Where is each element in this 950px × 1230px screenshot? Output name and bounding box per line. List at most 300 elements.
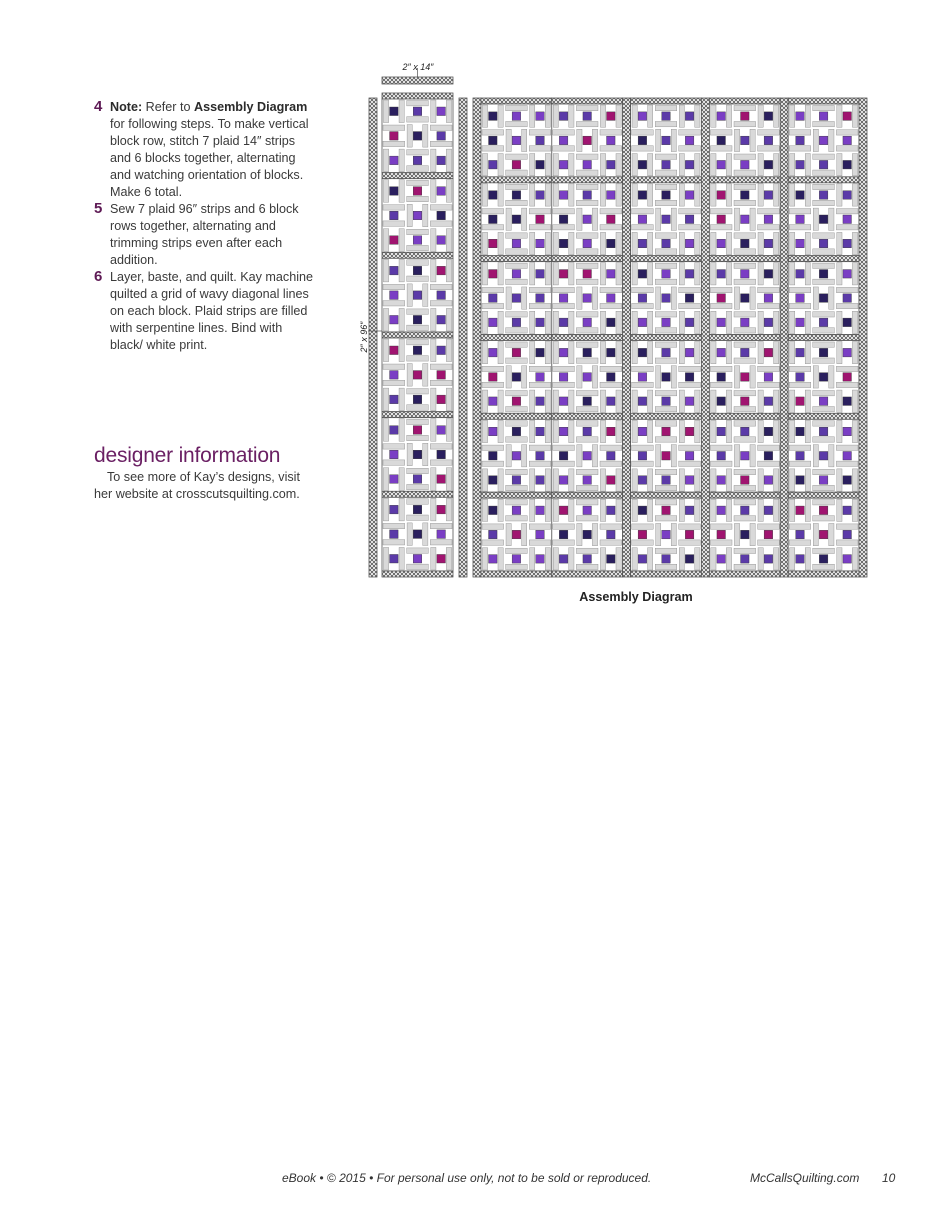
block-center-square [390, 371, 399, 380]
block-sashing [482, 287, 504, 292]
block-center-square [819, 318, 827, 326]
block-center-square [819, 506, 827, 514]
block-sashing [430, 460, 452, 465]
block-sashing [679, 382, 701, 387]
block-sashing [679, 232, 684, 254]
block-center-square [390, 132, 399, 141]
block-center-square [536, 530, 544, 538]
short-plaid-strip [481, 177, 552, 183]
block-center-square [764, 397, 772, 405]
block-sashing [852, 469, 857, 491]
block-center-square [796, 136, 804, 144]
block-sashing [679, 461, 701, 466]
block-center-square [717, 239, 725, 247]
block-center-square [764, 160, 772, 168]
block-center-square [662, 373, 670, 381]
block-center-square [437, 475, 446, 484]
short-plaid-strip [631, 571, 702, 577]
block-sashing [852, 311, 857, 333]
block-sashing [758, 342, 763, 364]
block-sashing [569, 499, 574, 521]
block-center-square [559, 555, 567, 563]
block-sashing [569, 263, 574, 285]
block-sashing [852, 154, 857, 176]
block-center-square [843, 397, 851, 405]
block-sashing [423, 125, 428, 148]
block-sashing [789, 540, 811, 545]
block-sashing [423, 204, 428, 227]
block-sashing [758, 382, 780, 387]
block-sashing [616, 499, 621, 521]
block-sashing [482, 209, 504, 214]
block-sashing [726, 342, 731, 364]
block-center-square [843, 452, 851, 460]
block-sashing [569, 342, 574, 364]
block-center-square [717, 397, 725, 405]
short-plaid-strip [382, 412, 453, 418]
block-center-square [390, 156, 399, 165]
block-sashing [545, 105, 550, 127]
block-sashing [758, 499, 763, 521]
block-center-square [717, 373, 725, 381]
block-sashing [813, 516, 835, 521]
block-sashing [758, 390, 763, 412]
block-sashing [529, 382, 551, 387]
block-sashing [632, 445, 654, 450]
footer-website: McCallsQuilting.com [750, 1171, 860, 1185]
block-center-square [607, 112, 615, 120]
block-center-square [583, 476, 591, 484]
block-center-square [413, 211, 422, 220]
block-sashing [431, 229, 436, 252]
block-center-square [536, 397, 544, 405]
block-sashing [569, 154, 574, 176]
block-center-square [583, 112, 591, 120]
block-center-square [390, 236, 399, 245]
block-center-square [819, 215, 827, 223]
block-center-square [607, 476, 615, 484]
block-sashing [813, 366, 818, 388]
block-sashing [553, 130, 575, 135]
block-sashing [813, 279, 835, 284]
block-sashing [837, 263, 842, 285]
block-sashing [446, 229, 451, 252]
block-sashing [383, 419, 388, 442]
block-center-square [819, 136, 827, 144]
block-sashing [734, 469, 756, 474]
step-5 [94, 201, 316, 269]
block-sashing [431, 259, 436, 282]
block-center-square [796, 318, 804, 326]
block-sashing [632, 154, 637, 176]
block-sashing [648, 311, 653, 333]
block-sashing [383, 540, 405, 545]
block-sashing [852, 232, 857, 254]
block-sashing [569, 232, 574, 254]
block-sashing [655, 170, 677, 175]
block-sashing [522, 208, 527, 230]
block-sashing [655, 548, 677, 553]
block-center-square [638, 215, 646, 223]
block-sashing [758, 232, 763, 254]
block-sashing [383, 141, 405, 146]
block-sashing [506, 516, 528, 521]
block-sashing [774, 184, 779, 206]
block-sashing [711, 469, 716, 491]
block-center-square [607, 191, 615, 199]
block-sashing [734, 263, 756, 268]
block-sashing [655, 233, 677, 238]
long-plaid-strip [701, 98, 709, 577]
block-sashing [446, 100, 451, 123]
block-sashing [407, 229, 429, 234]
block-sashing [790, 420, 795, 442]
block-sashing [829, 523, 834, 545]
block-sashing [399, 419, 404, 442]
block-center-square [583, 160, 591, 168]
long-plaid-strip [859, 98, 867, 577]
block-sashing [577, 366, 582, 388]
block-sashing [600, 209, 622, 214]
block-sashing [726, 263, 731, 285]
block-center-square [489, 160, 497, 168]
block-center-square [662, 239, 670, 247]
block-sashing [423, 284, 428, 307]
block-center-square [559, 318, 567, 326]
block-sashing [805, 469, 810, 491]
block-center-square [741, 270, 749, 278]
block-sashing [679, 130, 701, 135]
short-plaid-strip [631, 492, 702, 498]
block-sashing [498, 105, 503, 127]
block-sashing [710, 225, 732, 230]
block-sashing [577, 523, 582, 545]
block-sashing [789, 524, 811, 529]
block-sashing [430, 284, 452, 289]
block-sashing [545, 311, 550, 333]
block-center-square [638, 136, 646, 144]
block-sashing [813, 358, 835, 363]
block-sashing [482, 342, 487, 364]
block-center-square [583, 348, 591, 356]
block-sashing [710, 209, 732, 214]
block-center-square [843, 476, 851, 484]
block-sashing [506, 342, 528, 347]
block-sashing [758, 540, 780, 545]
block-sashing [813, 523, 818, 545]
block-center-square [819, 270, 827, 278]
block-sashing [407, 548, 429, 553]
block-sashing [407, 100, 429, 105]
block-sashing [407, 515, 429, 520]
block-sashing [852, 548, 857, 570]
block-sashing [805, 311, 810, 333]
short-plaid-strip [788, 571, 859, 577]
block-center-square [512, 270, 520, 278]
block-center-square [741, 191, 749, 199]
block-center-square [559, 112, 567, 120]
block-sashing [852, 105, 857, 127]
block-center-square [741, 239, 749, 247]
block-center-square [559, 506, 567, 514]
block-center-square [607, 555, 615, 563]
block-sashing [600, 524, 622, 529]
block-center-square [685, 160, 693, 168]
block-sashing [506, 105, 528, 110]
block-center-square [764, 270, 772, 278]
block-center-square [843, 191, 851, 199]
block-center-square [638, 160, 646, 168]
block-center-square [741, 530, 749, 538]
block-sashing [482, 303, 504, 308]
step-6 [94, 269, 316, 354]
block-sashing [632, 225, 654, 230]
block-sashing [710, 540, 732, 545]
block-sashing [632, 461, 654, 466]
block-sashing [577, 445, 582, 467]
block-center-square [638, 452, 646, 460]
block-sashing [679, 469, 684, 491]
block-sashing [506, 200, 528, 205]
block-sashing [407, 468, 429, 473]
block-sashing [758, 154, 763, 176]
block-sashing [430, 540, 452, 545]
block-sashing [813, 105, 835, 110]
block-sashing [383, 259, 388, 282]
block-sashing [734, 523, 739, 545]
block-sashing [837, 232, 842, 254]
block-sashing [774, 499, 779, 521]
block-sashing [750, 523, 755, 545]
block-sashing [430, 444, 452, 449]
block-sashing [679, 311, 684, 333]
short-plaid-strip [382, 77, 453, 84]
block-sashing [655, 249, 677, 254]
block-center-square [536, 136, 544, 144]
block-center-square [717, 294, 725, 302]
block-center-square [390, 505, 399, 514]
block-center-square [413, 426, 422, 435]
block-center-square [512, 427, 520, 435]
block-center-square [489, 476, 497, 484]
block-sashing [446, 419, 451, 442]
block-center-square [583, 294, 591, 302]
block-sashing [836, 524, 858, 529]
block-sashing [506, 407, 528, 412]
note-label: Note: [110, 100, 143, 114]
block-sashing [813, 129, 818, 151]
block-sashing [655, 121, 677, 126]
block-sashing [616, 154, 621, 176]
block-sashing [553, 303, 575, 308]
block-sashing [805, 548, 810, 570]
block-sashing [423, 523, 428, 546]
short-plaid-strip [382, 252, 453, 258]
short-plaid-strip [709, 98, 780, 104]
short-plaid-strip [788, 98, 859, 104]
block-sashing [522, 129, 527, 151]
block-center-square [413, 107, 422, 116]
block-sashing [710, 130, 732, 135]
block-sashing [648, 548, 653, 570]
block-sashing [383, 444, 405, 449]
block-center-square [489, 506, 497, 514]
block-center-square [764, 427, 772, 435]
block-sashing [446, 468, 451, 491]
block-center-square [764, 476, 772, 484]
block-sashing [553, 420, 558, 442]
block-center-square [512, 294, 520, 302]
block-center-square [489, 294, 497, 302]
block-center-square [413, 554, 422, 563]
block-center-square [607, 318, 615, 326]
block-sashing [726, 154, 731, 176]
block-sashing [734, 154, 756, 159]
block-center-square [607, 294, 615, 302]
block-sashing [679, 184, 684, 206]
block-center-square [685, 112, 693, 120]
block-sashing [553, 445, 575, 450]
block-sashing [399, 149, 404, 172]
block-center-square [717, 112, 725, 120]
block-sashing [695, 154, 700, 176]
block-sashing [530, 420, 535, 442]
block-sashing [711, 232, 716, 254]
block-sashing [553, 154, 558, 176]
block-sashing [482, 146, 504, 151]
block-sashing [430, 125, 452, 130]
block-sashing [600, 445, 622, 450]
block-sashing [671, 366, 676, 388]
block-sashing [431, 149, 436, 172]
block-center-square [413, 266, 422, 275]
step-text: Refer to [142, 100, 194, 114]
block-center-square [819, 373, 827, 381]
long-plaid-strip [459, 98, 467, 577]
block-center-square [662, 215, 670, 223]
block-sashing [648, 154, 653, 176]
block-center-square [536, 239, 544, 247]
step-number: 6 [94, 268, 103, 285]
block-sashing [711, 420, 716, 442]
block-center-square [796, 555, 804, 563]
block-sashing [750, 445, 755, 467]
block-center-square [583, 318, 591, 326]
block-sashing [758, 287, 780, 292]
block-sashing [545, 420, 550, 442]
block-sashing [399, 259, 404, 282]
block-sashing [774, 548, 779, 570]
block-center-square [489, 112, 497, 120]
block-sashing [734, 437, 756, 442]
block-sashing [632, 303, 654, 308]
block-sashing [632, 105, 637, 127]
block-sashing [482, 540, 504, 545]
block-sashing [383, 221, 405, 226]
block-sashing [829, 129, 834, 151]
block-sashing [789, 130, 811, 135]
block-sashing [600, 540, 622, 545]
block-sashing [734, 564, 756, 569]
block-sashing [576, 391, 598, 396]
block-sashing [679, 366, 701, 371]
block-sashing [600, 263, 605, 285]
block-sashing [734, 391, 756, 396]
block-sashing [655, 407, 677, 412]
block-sashing [553, 548, 558, 570]
short-plaid-strip [631, 177, 702, 183]
block-sashing [482, 184, 487, 206]
block-center-square [413, 450, 422, 459]
block-center-square [489, 530, 497, 538]
block-center-square [437, 450, 446, 459]
block-center-square [390, 554, 399, 563]
block-sashing [553, 342, 558, 364]
block-sashing [482, 524, 504, 529]
block-sashing [836, 130, 858, 135]
block-sashing [576, 358, 598, 363]
block-center-square [638, 270, 646, 278]
block-sashing [407, 389, 429, 394]
block-sashing [506, 564, 528, 569]
block-sashing [679, 303, 701, 308]
block-center-square [607, 160, 615, 168]
block-center-square [819, 191, 827, 199]
block-sashing [576, 437, 598, 442]
block-sashing [498, 390, 503, 412]
block-sashing [671, 523, 676, 545]
block-center-square [489, 427, 497, 435]
block-sashing [671, 129, 676, 151]
block-center-square [536, 191, 544, 199]
block-sashing [648, 390, 653, 412]
block-sashing [399, 468, 404, 491]
block-sashing [852, 263, 857, 285]
block-sashing [498, 263, 503, 285]
block-sashing [679, 209, 701, 214]
block-sashing [592, 208, 597, 230]
block-center-square [819, 112, 827, 120]
block-sashing [399, 308, 404, 331]
block-center-square [437, 291, 446, 300]
block-center-square [819, 239, 827, 247]
block-sashing [790, 390, 795, 412]
block-sashing [407, 564, 429, 569]
block-sashing [407, 284, 412, 307]
block-center-square [843, 427, 851, 435]
block-center-square [741, 506, 749, 514]
block-center-square [662, 506, 670, 514]
block-sashing [482, 382, 504, 387]
block-sashing [837, 184, 842, 206]
block-sashing [522, 523, 527, 545]
block-sashing [734, 548, 756, 553]
block-sashing [553, 461, 575, 466]
long-plaid-strip [780, 98, 788, 577]
block-center-square [741, 136, 749, 144]
block-sashing [431, 498, 436, 521]
block-sashing [789, 461, 811, 466]
block-sashing [431, 308, 436, 331]
block-sashing [616, 548, 621, 570]
block-center-square [413, 291, 422, 300]
block-center-square [536, 476, 544, 484]
block-sashing [399, 498, 404, 521]
block-center-square [559, 136, 567, 144]
block-sashing [569, 548, 574, 570]
block-sashing [734, 485, 756, 490]
block-sashing [482, 105, 487, 127]
